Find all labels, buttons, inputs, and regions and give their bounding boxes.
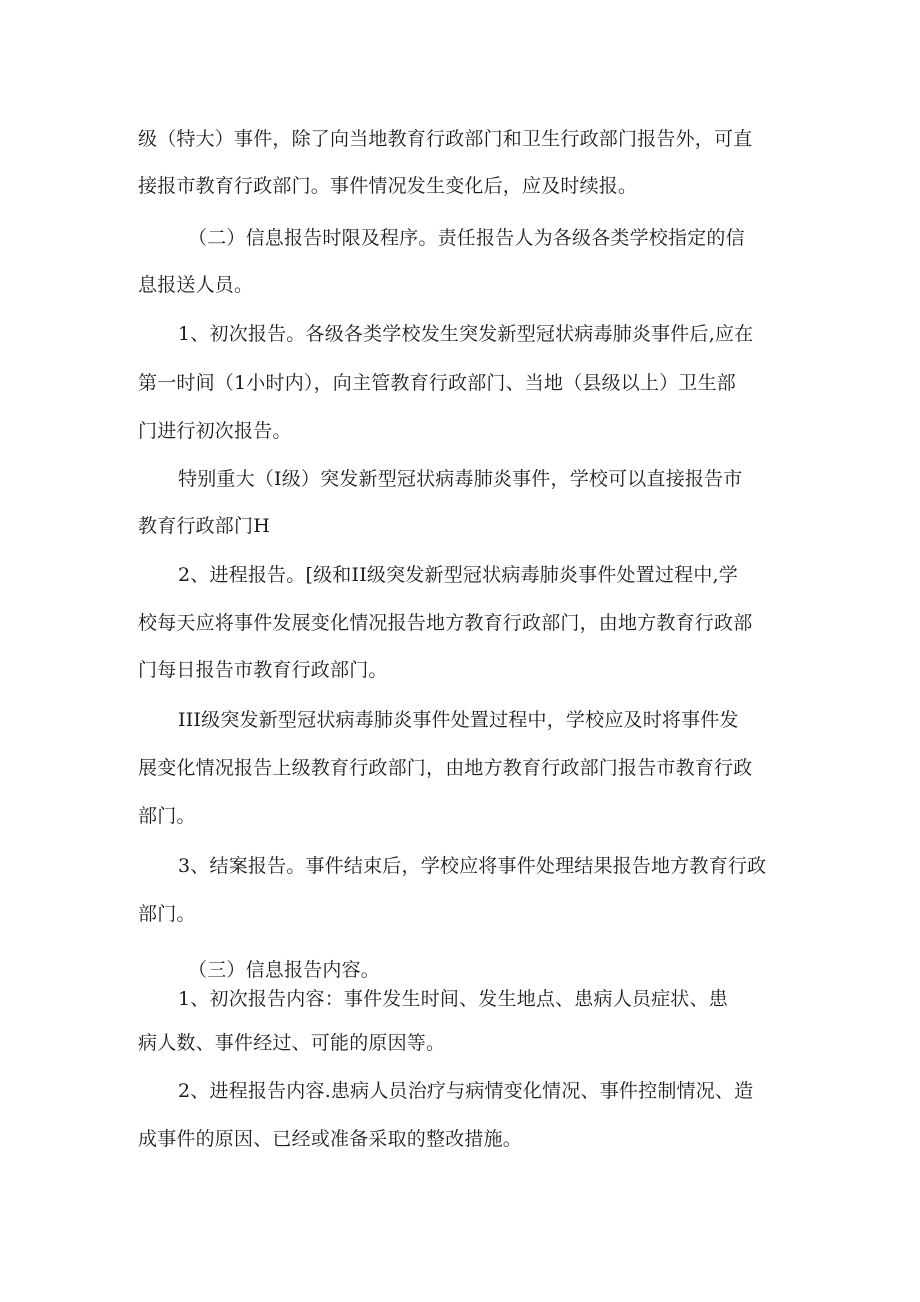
paragraph-line: 校每天应将事件发展变化情况报告地方教育行政部门，由地方教育行政部 — [138, 612, 753, 634]
section-heading: （二）信息报告时限及程序。责任报告人为各级各类学校指定的信 — [188, 227, 745, 249]
paragraph-line: 接报市教育行政部门。事件情况发生变化后，应及时续报。 — [138, 175, 638, 197]
paragraph-line: 息报送人员。 — [138, 274, 254, 296]
paragraph-line: 特别重大（I级）突发新型冠状病毒肺炎事件，学校可以直接报告市 — [178, 468, 743, 490]
paragraph-line: 部门。 — [138, 805, 196, 827]
paragraph-line: 部门。 — [138, 903, 196, 925]
paragraph-line: 教育行政部门H — [138, 515, 270, 537]
paragraph-line: 1、初次报告内容：事件发生时间、发生地点、患病人员症状、患 — [178, 988, 728, 1010]
paragraph-line: 门进行初次报告。 — [138, 420, 292, 442]
paragraph-line: 第一时间（1小时内），向主管教育行政部门、当地（县级以上）卫生部 — [138, 372, 736, 394]
paragraph-line: 级（特大）事件，除了向当地教育行政部门和卫生行政部门报告外，可直 — [138, 128, 753, 150]
paragraph-line: 2、进程报告内容.患病人员治疗与病情变化情况、事件控制情况、造 — [178, 1080, 754, 1102]
paragraph-line: 展变化情况报告上级教育行政部门，由地方教育行政部门报告市教育行政 — [138, 757, 753, 779]
paragraph-line: 病人数、事件经过、可能的原因等。 — [138, 1032, 446, 1054]
paragraph-line: III级突发新型冠状病毒肺炎事件处置过程中，学校应及时将事件发 — [178, 709, 739, 731]
paragraph-line: 2、进程报告。[级和II级突发新型冠状病毒肺炎事件处置过程中,学 — [178, 564, 738, 586]
paragraph-line: 3、结案报告。事件结束后，学校应将事件处理结果报告地方教育行政 — [178, 855, 767, 877]
paragraph-line: 门每日报告市教育行政部门。 — [138, 659, 388, 681]
paragraph-line: 成事件的原因、已经或准备采取的整改措施。 — [138, 1128, 523, 1150]
section-heading: （三）信息报告内容。 — [188, 959, 381, 981]
paragraph-line: 1、初次报告。各级各类学校发生突发新型冠状病毒肺炎事件后,应在 — [178, 323, 754, 345]
